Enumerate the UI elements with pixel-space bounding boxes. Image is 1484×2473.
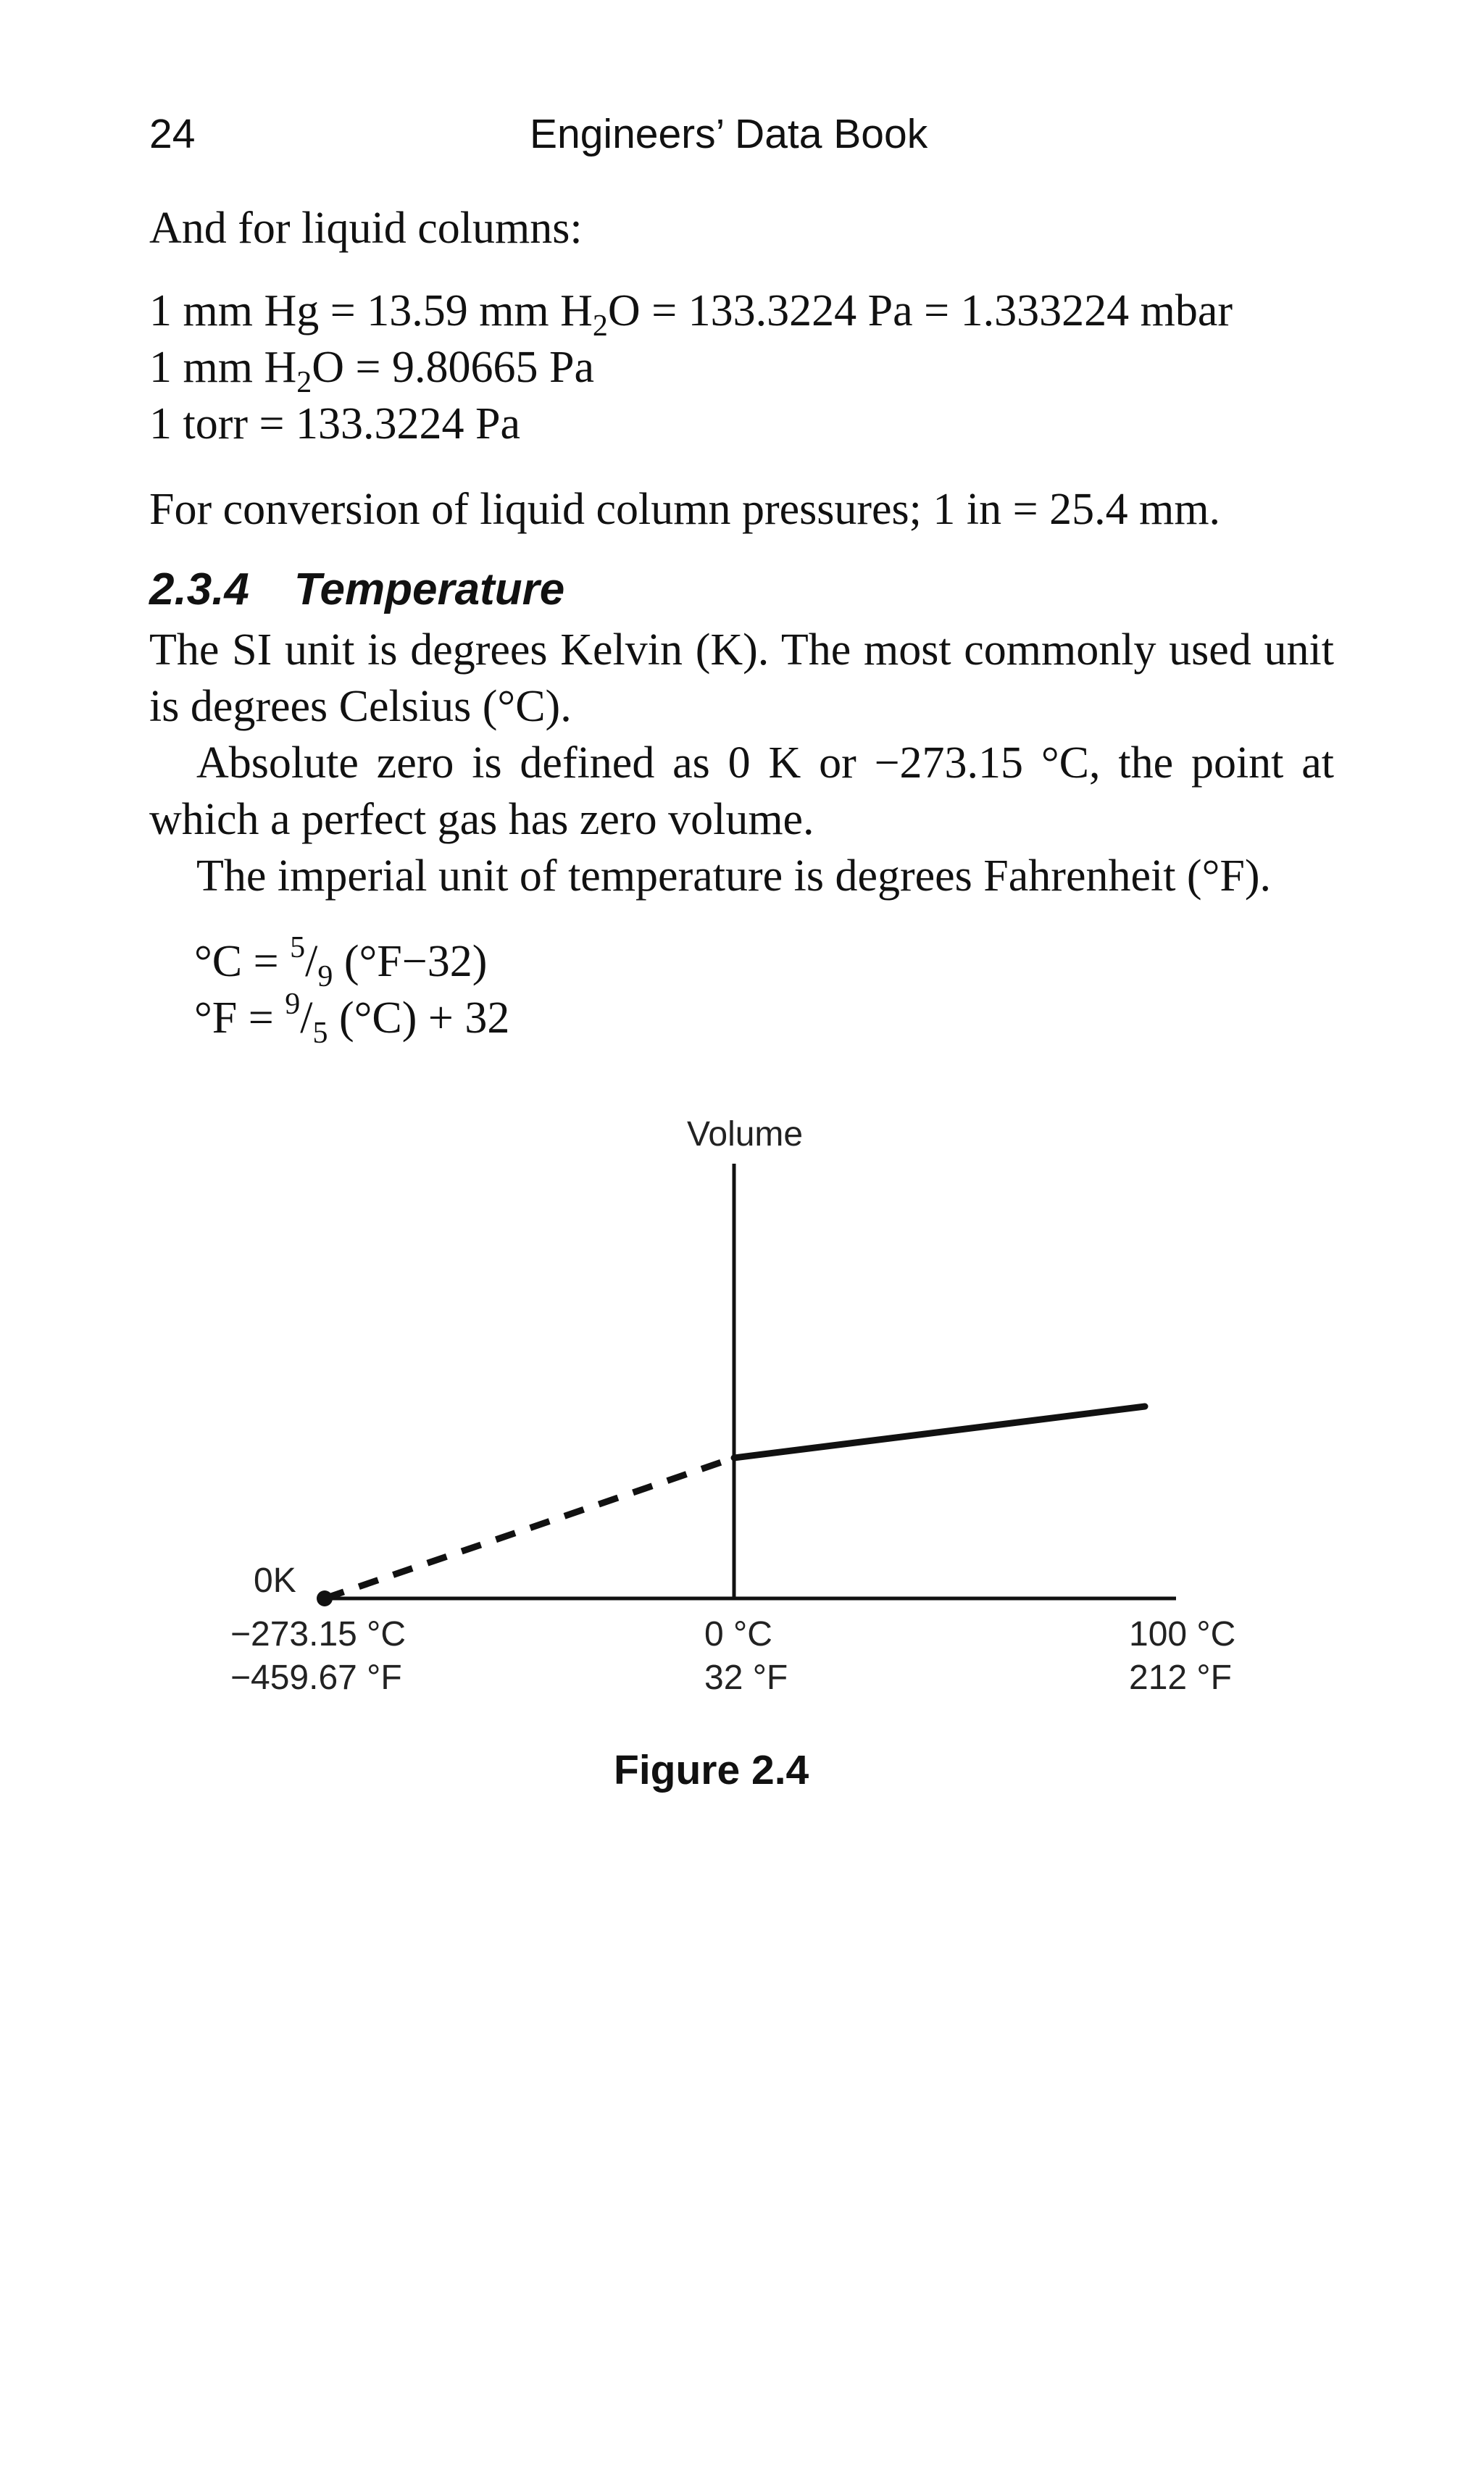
formula-slash: / — [300, 993, 313, 1043]
equation-mm-hg — [149, 283, 1233, 343]
formula-text: (°C) + 32 — [328, 993, 510, 1043]
absolute-zero-point — [317, 1590, 333, 1606]
measured-line-solid — [734, 1406, 1145, 1458]
extrapolated-line-dashed — [325, 1458, 734, 1598]
section-heading — [149, 564, 564, 615]
subscript: 2 — [592, 309, 608, 343]
equation-text: O = 9.80665 Pa — [312, 343, 594, 392]
formula-celsius — [194, 931, 488, 993]
superscript: 5 — [290, 931, 306, 964]
figure-caption: Figure 2.4 — [614, 1747, 809, 1793]
liquid-columns-intro: And for liquid columns: — [149, 204, 583, 253]
tick-label-left-fahrenheit: −459.67 °F — [230, 1659, 402, 1697]
equation-text: 1 mm H — [149, 343, 297, 392]
equation-torr: 1 torr = 133.3224 Pa — [149, 399, 520, 449]
formula-fahrenheit — [194, 988, 510, 1050]
superscript: 9 — [285, 988, 301, 1021]
conversion-note: For conversion of liquid column pressures; 1 in = 25.4 mm. — [149, 485, 1221, 534]
tick-label-right-celsius: 100 °C — [1129, 1615, 1236, 1653]
zero-kelvin-label: 0K — [254, 1561, 296, 1600]
tick-label-left-celsius: −273.15 °C — [230, 1615, 407, 1653]
section-number: 2.3.4 — [149, 564, 249, 614]
y-axis-label: Volume — [687, 1115, 804, 1154]
subscript: 9 — [317, 960, 333, 993]
formula-text: °C = — [194, 937, 291, 986]
tick-label-mid-fahrenheit: 32 °F — [704, 1659, 788, 1697]
paragraph-absolute-zero: Absolute zero is defined as 0 K or −273.15 °C, the point at which a perfect gas has zero volume. — [149, 738, 1334, 844]
paragraph-si-unit: The SI unit is degrees Kelvin (K). The most commonly used unit is degrees Celsius (°C). — [149, 625, 1334, 731]
page-number: 24 — [149, 111, 196, 157]
subscript: 5 — [312, 1017, 328, 1050]
volume-temperature-figure — [217, 1101, 1268, 1739]
equation-text: O = 133.3224 Pa = 1.333224 mbar — [607, 286, 1233, 335]
page-header — [149, 110, 1338, 168]
formula-text: (°F−32) — [333, 937, 488, 986]
section-title: Temperature — [293, 564, 565, 614]
paragraph-fahrenheit: The imperial unit of temperature is degrees Fahrenheit (°F). — [196, 851, 1272, 901]
tick-label-right-fahrenheit: 212 °F — [1129, 1659, 1232, 1697]
formula-slash: / — [305, 937, 318, 986]
subscript: 2 — [296, 366, 312, 399]
formula-text: °F = — [194, 993, 285, 1043]
equation-mm-h2o — [149, 339, 594, 399]
running-title: Engineers’ Data Book — [530, 111, 928, 157]
equation-text: 1 mm Hg = 13.59 mm H — [149, 286, 593, 335]
tick-label-mid-celsius: 0 °C — [704, 1615, 772, 1653]
